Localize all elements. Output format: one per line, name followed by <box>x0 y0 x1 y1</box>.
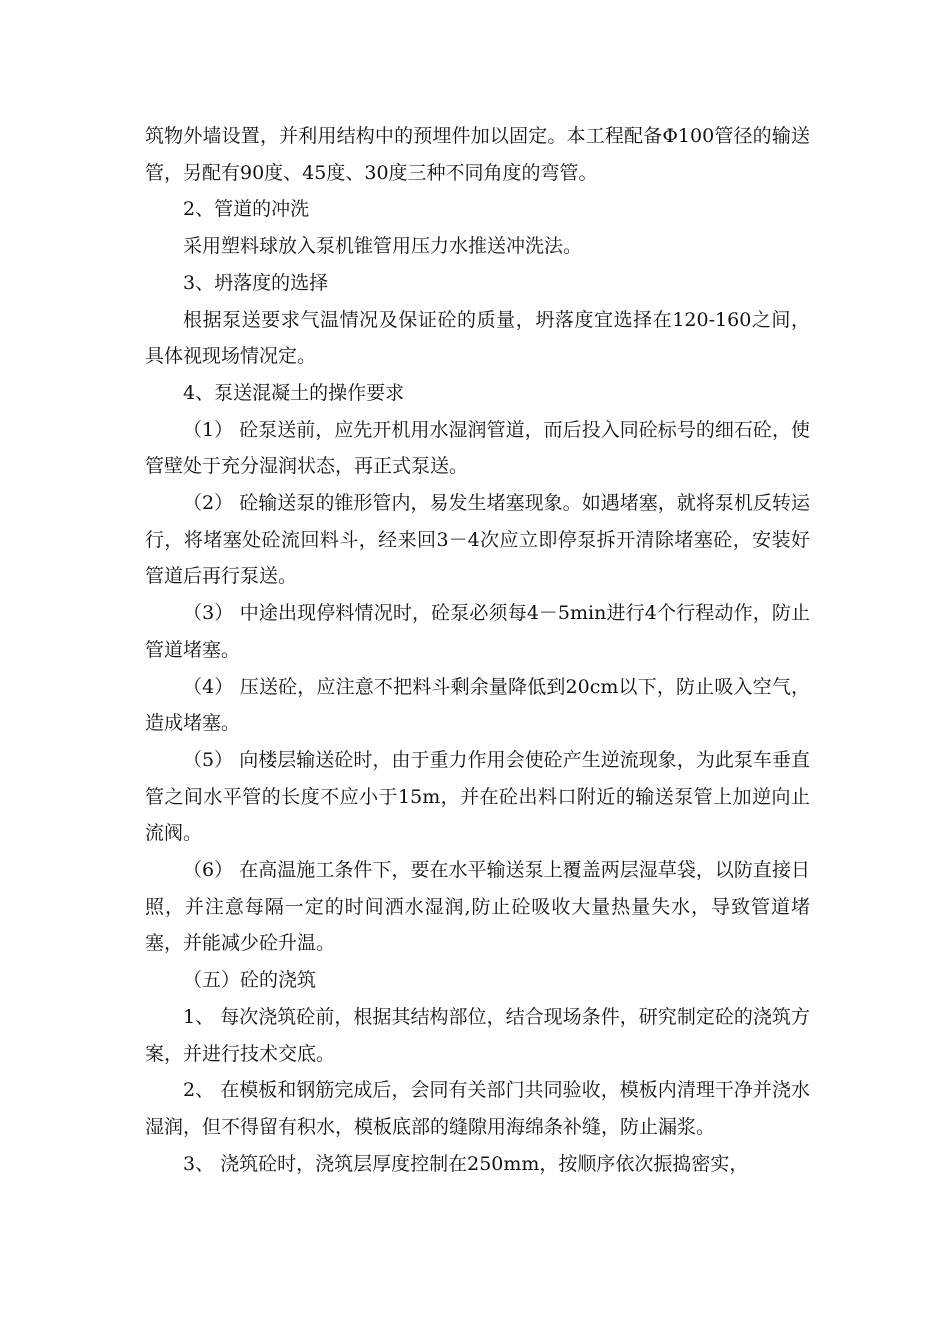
list-item: 1、 每次浇筑砼前，根据其结构部位，结合现场条件，研究制定砼的浇筑方案，并进行技术交底。 <box>145 1005 810 1065</box>
list-item: （1） 砼泵送前，应先开机用水湿润管道，而后投入同砼标号的细石砼，使管壁处于充分湿润状态，再正式泵送。 <box>145 418 810 478</box>
paragraph: 根据泵送要求气温情况及保证砼的质量，坍落度宜选择在120-160之间，具体视现场情况定。 <box>145 308 810 368</box>
paragraph: 采用塑料球放入泵机锥管用压力水推送冲洗法。 <box>183 235 583 258</box>
paragraph: 筑物外墙设置，并利用结构中的预埋件加以固定。本工程配备Φ100管径的输送管，另配有90度、45度、30度三种不同角度的弯管。 <box>145 125 810 184</box>
list-item: （2） 砼输送泵的锥形管内，易发生堵塞现象。如遇堵塞，就将泵机反转运行，将堵塞处砼流回料斗，经来回3－4次应立即停泵拆开清除堵塞砼，安装好管道后再行泵送。 <box>145 492 810 588</box>
section-heading: （五）砼的浇筑 <box>183 969 317 992</box>
list-item: （5） 向楼层输送砼时，由于重力作用会使砼产生逆流现象，为此泵车垂直管之间水平管的长度不应小于15m，并在砼出料口附近的输送泵管上加逆向止流阀。 <box>145 748 810 845</box>
section-heading: 4、泵送混凝土的操作要求 <box>183 381 405 404</box>
list-item: （4） 压送砼，应注意不把料斗剩余量降低到20cm以下，防止吸入空气，造成堵塞。 <box>145 675 810 735</box>
list-item: 2、 在模板和钢筋完成后，会同有关部门共同验收，模板内清理干净并浇水湿润，但不得留有积水，模板底部的缝隙用海绵条补缝，防止漏浆。 <box>145 1079 810 1138</box>
section-heading: 2、管道的冲洗 <box>183 198 310 221</box>
list-item: 3、 浇筑砼时，浇筑层厚度控制在250mm，按顺序依次振捣密实， <box>183 1152 749 1175</box>
section-heading: 3、坍落度的选择 <box>183 271 329 294</box>
list-item: （6） 在高温施工条件下，要在水平输送泵上覆盖两层湿草袋，以防直接日照，并注意每隔一定的时间洒水湿润,防止砼吸收大量热量失水，导致管道堵塞，并能减少砼升温。 <box>145 859 810 955</box>
list-item: （3） 中途出现停料情况时，砼泵必须每4－5min进行4个行程动作，防止管道堵塞。 <box>145 602 810 661</box>
document-body <box>145 118 810 1182</box>
